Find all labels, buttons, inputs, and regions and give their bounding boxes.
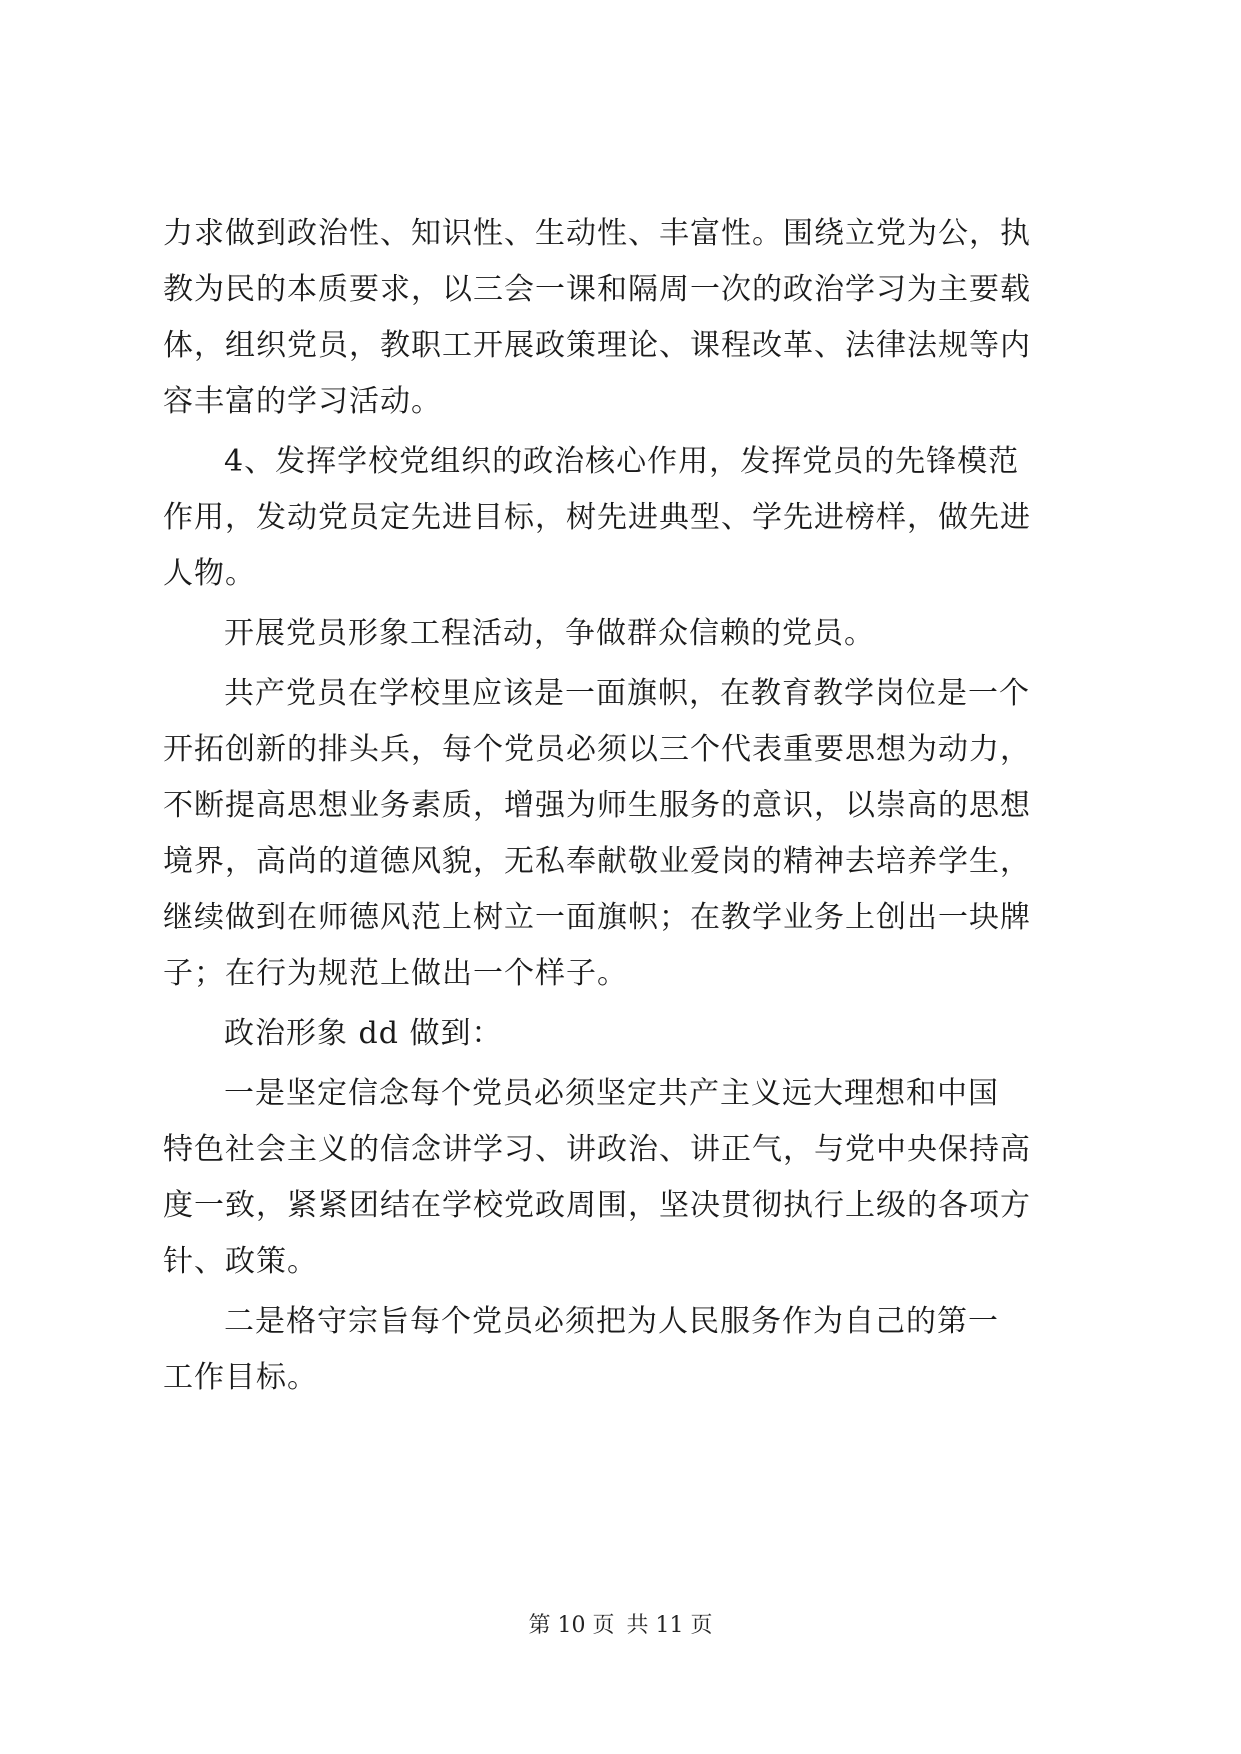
page-total: 共 11 页 (626, 1613, 713, 1638)
paragraph-4-line-3: 不断提高思想业务素质，增强为师生服务的意识，以崇高的思想 (163, 788, 1031, 823)
paragraph-4-line-5: 继续做到在师德风范上树立一面旗帜；在教学业务上创出一块牌 (163, 900, 1031, 935)
paragraph-1-line-1: 力求做到政治性、知识性、生动性、丰富性。围绕立党为公，执 (163, 216, 1031, 251)
paragraph-3-line-1: 开展党员形象工程活动，争做群众信赖的党员。 (224, 616, 875, 651)
paragraph-5-line-1: 政治形象 dd 做到： (224, 1016, 503, 1051)
paragraph-4-line-1: 共产党员在学校里应该是一面旗帜，在教育教学岗位是一个 (224, 676, 1030, 711)
paragraph-6-line-1: 一是坚定信念每个党员必须坚定共产主义远大理想和中国 (224, 1076, 999, 1111)
paragraph-1-line-3: 体，组织党员，教职工开展政策理论、课程改革、法律法规等内 (163, 328, 1031, 363)
paragraph-2-line-1: 4、发挥学校党组织的政治核心作用，发挥党员的先锋模范 (224, 444, 1020, 479)
paragraph-4-line-4: 境界，高尚的道德风貌，无私奉献敬业爱岗的精神去培养学生， (163, 844, 1031, 879)
paragraph-2-line-3: 人物。 (163, 556, 256, 591)
paragraph-2-line-2: 作用，发动党员定先进目标，树先进典型、学先进榜样，做先进 (163, 500, 1031, 535)
paragraph-1-line-2: 教为民的本质要求，以三会一课和隔周一次的政治学习为主要载 (163, 272, 1031, 307)
paragraph-7-line-2: 工作目标。 (163, 1360, 318, 1395)
paragraph-1-line-4: 容丰富的学习活动。 (163, 384, 442, 419)
paragraph-6-line-4: 针、政策。 (163, 1244, 318, 1279)
paragraph-4-line-2: 开拓创新的排头兵，每个党员必须以三个代表重要思想为动力， (163, 732, 1031, 767)
paragraph-6-line-3: 度一致，紧紧团结在学校党政周围，坚决贯彻执行上级的各项方 (163, 1188, 1031, 1223)
page-number: 第 10 页 (528, 1613, 615, 1638)
page-footer (0, 1611, 1241, 1641)
paragraph-6-line-2: 特色社会主义的信念讲学习、讲政治、讲正气，与党中央保持高 (163, 1132, 1031, 1167)
paragraph-4-line-6: 子；在行为规范上做出一个样子。 (163, 956, 628, 991)
paragraph-7-line-1: 二是格守宗旨每个党员必须把为人民服务作为自己的第一 (224, 1304, 999, 1339)
